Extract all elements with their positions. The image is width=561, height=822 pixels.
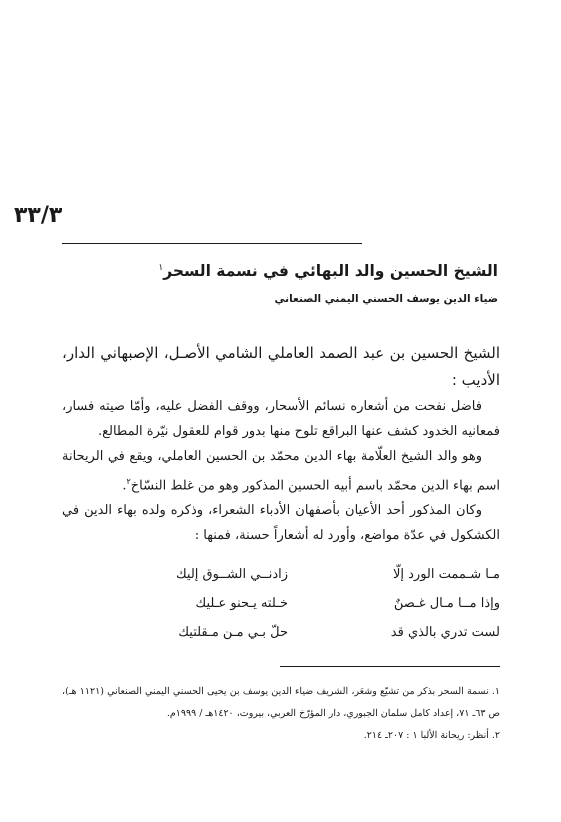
verse-1-second-hemistich: زادنــي الشــوق إليك — [175, 567, 288, 582]
footnote-1: ١. نسمة السحر بذكر من تشيّع وشعَر، الشريف ضياء الدين يوسف بن يحيى الحسني اليمني الصنعاني (١١٢١ هـ)، ص ٦٣ـ ٧١، إعداد كامل سلمان الجبوري، دار المؤرّخ العربي، بيروت، ١٤٢٠هـ / ١٩٩٩م. — [62, 686, 500, 719]
entry-body — [62, 340, 500, 548]
entry-author: ضياء الدين يوسف الحسني اليمني الصنعاني — [274, 293, 498, 305]
paragraph-1-text: فاضل نفحت من أشعاره نسائم الأسحار، ووقف الفضل عليه، وأمّا صيته فسار، فمعانيه الخدود كشف عنها البراقع تلوح منها بدور قوام للعقول نيّرة المطالع. — [62, 399, 500, 439]
verse-2-first-hemistich: وإذا مــا مـال غـصنٌ — [393, 596, 500, 611]
entry-title — [58, 262, 498, 280]
header-rule — [62, 243, 362, 244]
paragraph-2-footnote-marker[interactable]: ٢ — [126, 477, 131, 486]
poem — [118, 567, 500, 654]
footnote-rule — [280, 666, 500, 667]
verse-2 — [118, 596, 500, 625]
verse-2-second-hemistich: خـلته يـحنو عـليك — [195, 596, 288, 611]
entry-title-text: الشيخ الحسين والد البهائي في نسمة السحر — [163, 262, 498, 280]
verse-3-second-hemistich: حلّ بـي مـن مـقلتيك — [178, 625, 288, 640]
footnote-2: ٢. أنظر: ريحانة الألبا ١ : ٢٠٧ـ ٢١٤. — [363, 730, 500, 741]
footnotes — [62, 681, 500, 747]
verse-1-first-hemistich: مـا شـممت الورد إلّا — [392, 567, 500, 582]
paragraph-2-text: وهو والد الشيخ العلّامة بهاء الدين محمّد بن الحسين العاملي، ويقع في الريحانة اسم بهاء الدين محمّد باسم أبيه الحسين المذكور وهو من غلط النسّاخ — [62, 449, 500, 494]
verse-1 — [118, 567, 500, 596]
paragraph-3 — [62, 498, 500, 548]
paragraph-3-text: وكان المذكور أحد الأعيان بأصفهان الأدباء الشعراء، وذكره ولده بهاء الدين في الكشكول في عدّة مواضع، وأورد له أشعاراً حسنة، فمنها : — [62, 503, 500, 544]
verse-3-first-hemistich: لست تدري بالذي قد — [390, 625, 500, 640]
title-footnote-marker[interactable]: ١ — [158, 262, 164, 273]
verse-3 — [118, 625, 500, 654]
lead-paragraph: الشيخ الحسين بن عبد الصمد العاملي الشامي الأصـل، الإصبهاني الدار، الأديب : — [62, 344, 500, 389]
paragraph-2: وهو والد الشيخ العلّامة بهاء الدين محمّد بن الحسين العاملي، ويقع في الريحانة اسم بهاء الدين محمّد باسم أبيه الحسين المذكور وهو من غلط النسّاخ$^٢$. — [62, 449, 500, 494]
section-number: ٣٣/٣ — [14, 203, 63, 228]
paragraph-1 — [62, 394, 500, 444]
